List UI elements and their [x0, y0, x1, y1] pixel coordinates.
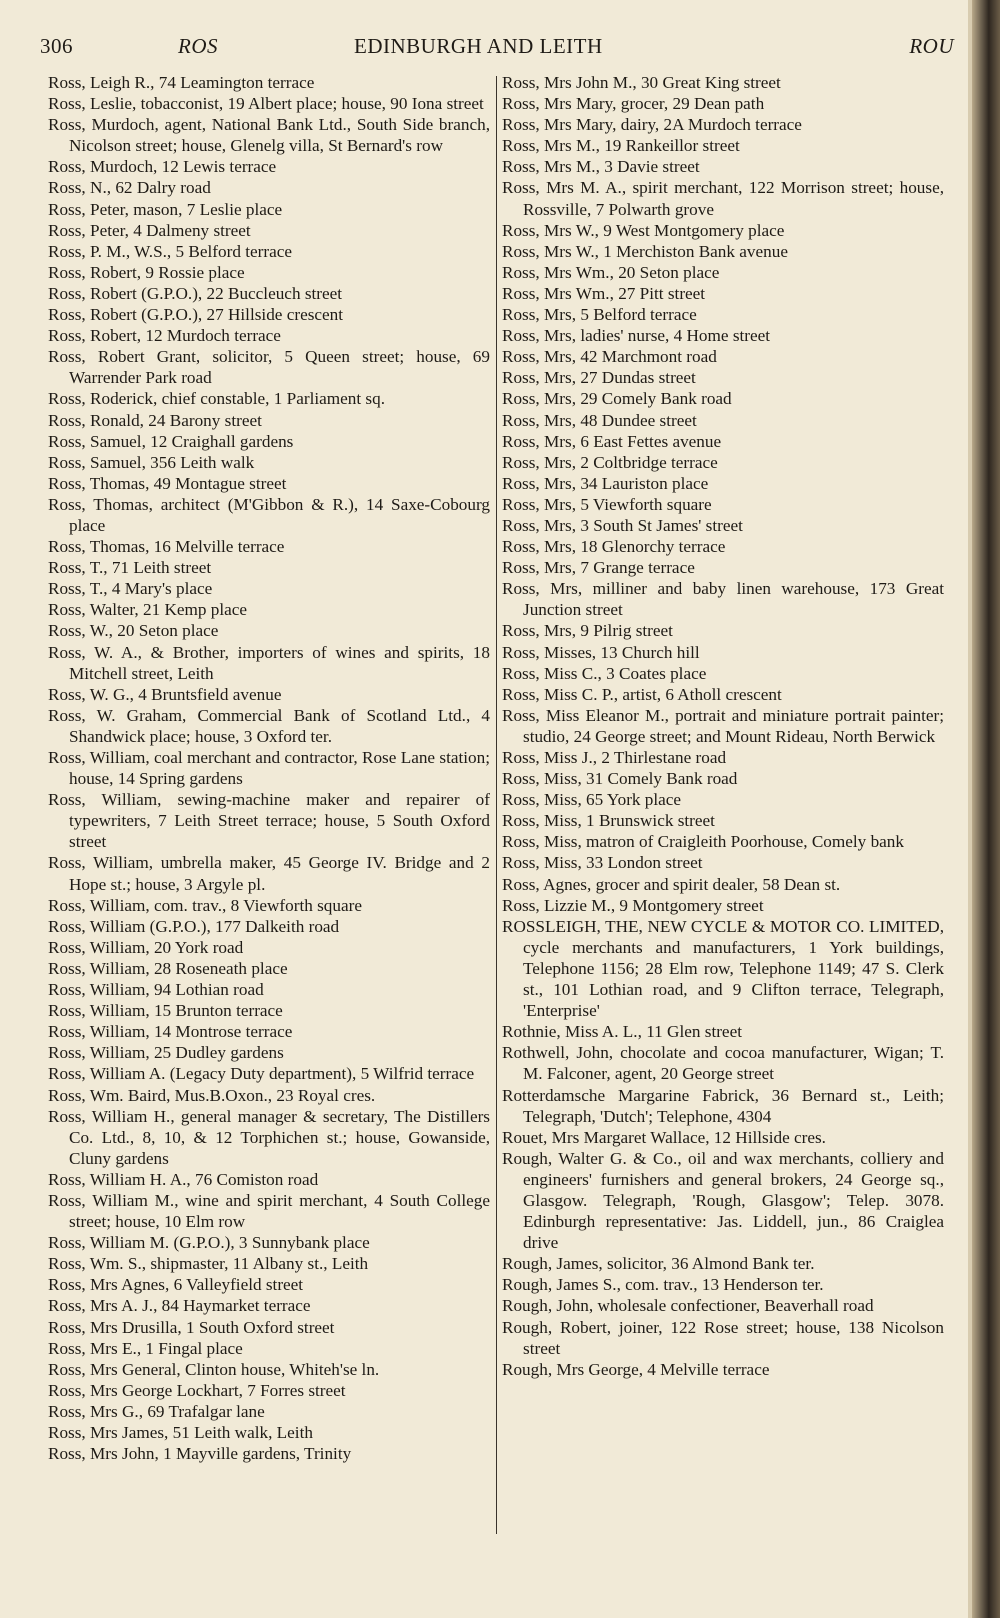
directory-entry: Ross, Miss, 31 Comely Bank road [502, 769, 738, 789]
directory-entry: Ross, Miss J., 2 Thirlestane road [502, 748, 727, 767]
directory-entry: Ross, Miss, 1 Brunswick street [502, 811, 715, 831]
directory-entry: Ross, Mrs James, 51 Leith walk, Leith [48, 1423, 313, 1442]
directory-entry: Ross, Peter, mason, 7 Leslie place [48, 199, 283, 219]
directory-entry: Ross, Thomas, 49 Montague street [48, 473, 287, 493]
directory-entry: Ross, Mrs, 27 Dundas street [502, 368, 696, 388]
directory-entry: Ross, Miss C. P., artist, 6 Atholl crescent [502, 684, 782, 704]
directory-entry: Ross, Thomas, 16 Melville terrace [48, 537, 285, 557]
directory-entry: Ross, William, sewing-machine maker and repairer of typewriters, 7 Leith Street terrace; house, 5 South Oxford street [48, 790, 490, 852]
directory-entry: Ross, Misses, 13 Church hill [502, 642, 700, 662]
directory-entry: Ross, William H. A., 76 Comiston road [48, 1169, 319, 1189]
directory-entry: Ross, Mrs M. A., spirit merchant, 122 Morrison street; house, Rossville, 7 Polwarth grove [502, 178, 944, 219]
directory-entry: Ross, Samuel, 12 Craighall gardens [48, 431, 294, 451]
directory-entry: Ross, W. A., & Brother, importers of wines and spirits, 18 Mitchell street, Leith [48, 642, 490, 683]
directory-entry: Ross, T., 4 Mary's place [48, 579, 213, 599]
directory-entry: Ross, William, 94 Lothian road [48, 980, 264, 1000]
directory-entry: Ross, William, umbrella maker, 45 George IV. Bridge and 2 Hope st.; house, 3 Argyle pl. [48, 853, 490, 894]
directory-entry: Ross, Mrs, 3 South St James' street [502, 515, 743, 535]
directory-entry: Ross, Mrs, 6 East Fettes avenue [502, 431, 722, 451]
directory-entry: Ross, Mrs Mary, grocer, 29 Dean path [502, 94, 765, 114]
directory-entry: Ross, William, 25 Dudley gardens [48, 1043, 284, 1063]
left-column [48, 72, 490, 1464]
directory-entry: Ross, William M. (G.P.O.), 3 Sunnybank place [48, 1233, 370, 1253]
directory-entry: ROSSLEIGH, THE, NEW CYCLE & MOTOR CO. LIMITED, cycle merchants and manufacturers, 1 York buildings, Telephone 1156; 28 Elm row, Telephone 1149; 47 S. Clerk st., 101 Lothian road, and 9 Clifton terrace, Telegraph, 'Enterprise' [502, 916, 944, 1021]
column-divider [496, 76, 497, 1534]
directory-entry: Ross, Mrs, 2 Coltbridge terrace [502, 452, 718, 472]
directory-entry: Ross, Murdoch, agent, National Bank Ltd., South Side branch, Nicolson street; house, Glenelg villa, St Bernard's row [48, 115, 490, 156]
directory-entry: Ross, Samuel, 356 Leith walk [48, 452, 255, 472]
directory-entry: Ross, W., 20 Seton place [48, 621, 219, 641]
directory-entry: Ross, T., 71 Leith street [48, 558, 212, 578]
directory-entry: Ross, Robert (G.P.O.), 27 Hillside crescent [48, 305, 344, 325]
directory-entry: Ross, William, com. trav., 8 Viewforth square [48, 895, 362, 915]
directory-entry: Ross, Mrs, 29 Comely Bank road [502, 389, 732, 409]
right-column [502, 72, 944, 1380]
directory-entry: Ross, Walter, 21 Kemp place [48, 600, 248, 620]
directory-entry: Rough, Walter G. & Co., oil and wax merchants, colliery and engineers' furnishers and general brokers, 24 George sq., Glasgow. Telegraph, 'Rough, Glasgow'; Telep. 3078. Edinburgh representative: Jas. Liddell, jun., 86 Craiglea drive [502, 1148, 944, 1253]
directory-entry: Ross, Thomas, architect (M'Gibbon & R.), 14 Saxe-Cobourg place [48, 494, 490, 535]
directory-entry: Ross, William, 14 Montrose terrace [48, 1022, 293, 1042]
directory-entry: Ross, William, 28 Roseneath place [48, 958, 288, 978]
directory-entry: Ross, Mrs, 18 Glenorchy terrace [502, 537, 726, 557]
directory-entry: Ross, Peter, 4 Dalmeny street [48, 220, 251, 240]
directory-entry: Ross, Ronald, 24 Barony street [48, 410, 262, 430]
directory-entry: Ross, Mrs G., 69 Trafalgar lane [48, 1401, 265, 1421]
directory-entry: Ross, Mrs Mary, dairy, 2A Murdoch terrace [502, 115, 802, 135]
directory-entry: Ross, Mrs A. J., 84 Haymarket terrace [48, 1296, 311, 1316]
directory-entry: Rough, James S., com. trav., 13 Henderson ter. [502, 1275, 824, 1295]
directory-entry: Ross, William, coal merchant and contractor, Rose Lane station; house, 14 Spring gardens [48, 748, 490, 789]
directory-entry: Ross, William H., general manager & secretary, The Distillers Co. Ltd., 8, 10, & 12 Torphichen st.; house, Gowanside, Cluny gardens [48, 1106, 490, 1168]
directory-entry: Ross, Mrs E., 1 Fingal place [48, 1338, 243, 1358]
directory-entry: Ross, Mrs John, 1 Mayville gardens, Trinity [48, 1444, 352, 1464]
directory-entry: Ross, Miss C., 3 Coates place [502, 663, 707, 683]
directory-entry: Rough, John, wholesale confectioner, Beaverhall road [502, 1296, 874, 1316]
directory-entry: Ross, Miss, 33 London street [502, 853, 703, 873]
directory-entry: Ross, Wm. Baird, Mus.B.Oxon., 23 Royal cres. [48, 1085, 376, 1105]
directory-entry: Ross, Mrs, 7 Grange terrace [502, 558, 695, 578]
directory-entry: Ross, Mrs W., 1 Merchiston Bank avenue [502, 241, 788, 261]
directory-entry: Ross, Mrs Wm., 20 Seton place [502, 262, 720, 282]
directory-entry: Ross, Miss, matron of Craigleith Poorhouse, Comely bank [502, 832, 904, 852]
directory-entry: Ross, Roderick, chief constable, 1 Parliament sq. [48, 389, 385, 409]
directory-entry: Ross, Mrs Wm., 27 Pitt street [502, 283, 706, 303]
page-header [40, 34, 954, 62]
directory-entry: Ross, Robert, 9 Rossie place [48, 262, 245, 282]
directory-entry: Ross, Mrs, 9 Pilrig street [502, 621, 673, 641]
directory-entry: Ross, Murdoch, 12 Lewis terrace [48, 157, 277, 177]
directory-entry: Ross, William (G.P.O.), 177 Dalkeith road [48, 916, 340, 936]
directory-entry: Ross, Mrs General, Clinton house, Whiteh'se ln. [48, 1359, 380, 1379]
directory-entry: Ross, Robert, 12 Murdoch terrace [48, 326, 281, 346]
directory-entry: Ross, Mrs George Lockhart, 7 Forres street [48, 1380, 346, 1400]
directory-entry: Rouet, Mrs Margaret Wallace, 12 Hillside cres. [502, 1127, 826, 1147]
directory-entry: Ross, Miss Eleanor M., portrait and miniature portrait painter; studio, 24 George street; and Mount Rideau, North Berwick [502, 705, 944, 746]
book-spine [972, 0, 1000, 1618]
directory-entry: Ross, Lizzie M., 9 Montgomery street [502, 895, 764, 915]
directory-entry: Ross, Mrs Agnes, 6 Valleyfield street [48, 1275, 304, 1295]
directory-entry: Ross, Leigh R., 74 Leamington terrace [48, 73, 315, 92]
page-number: 306 [40, 34, 73, 58]
right-guide-word: ROU [909, 34, 954, 58]
directory-entry: Ross, Mrs, 5 Belford terrace [502, 305, 697, 325]
directory-entry: Ross, Robert Grant, solicitor, 5 Queen street; house, 69 Warrender Park road [48, 347, 490, 388]
directory-entry: Ross, W. Graham, Commercial Bank of Scotland Ltd., 4 Shandwick place; house, 3 Oxford ter. [48, 705, 490, 746]
directory-entry: Ross, Miss, 65 York place [502, 790, 682, 810]
directory-entry: Ross, Mrs, 5 Viewforth square [502, 494, 712, 514]
directory-entry: Ross, Mrs John M., 30 Great King street [502, 73, 781, 92]
directory-entry: Rothnie, Miss A. L., 11 Glen street [502, 1022, 742, 1042]
directory-entry: Rough, James, solicitor, 36 Almond Bank ter. [502, 1254, 815, 1274]
directory-entry: Ross, Mrs, ladies' nurse, 4 Home street [502, 326, 771, 346]
running-title: EDINBURGH AND LEITH [354, 34, 603, 58]
directory-entry: Ross, Mrs M., 3 Davie street [502, 157, 700, 177]
directory-entry: Ross, Wm. S., shipmaster, 11 Albany st., Leith [48, 1254, 369, 1274]
directory-entry: Ross, William, 15 Brunton terrace [48, 1001, 283, 1021]
directory-entry: Ross, Mrs M., 19 Rankeillor street [502, 136, 740, 156]
directory-entry: Ross, William M., wine and spirit merchant, 4 South College street; house, 10 Elm row [48, 1190, 490, 1232]
directory-entry: Rotterdamsche Margarine Fabrick, 36 Bernard st., Leith; Telegraph, 'Dutch'; Telephone, 4304 [502, 1085, 944, 1126]
directory-entry: Ross, Mrs W., 9 West Montgomery place [502, 220, 785, 240]
directory-entry: Ross, William A. (Legacy Duty department), 5 Wilfrid terrace [48, 1064, 475, 1084]
directory-entry: Ross, W. G., 4 Bruntsfield avenue [48, 684, 282, 704]
directory-entry: Rough, Mrs George, 4 Melville terrace [502, 1359, 770, 1379]
directory-entry: Ross, N., 62 Dalry road [48, 178, 211, 198]
directory-entry: Ross, Mrs Drusilla, 1 South Oxford street [48, 1317, 335, 1337]
directory-entry: Ross, Mrs, 42 Marchmont road [502, 347, 717, 367]
left-guide-word: ROS [178, 34, 218, 58]
directory-entry: Rothwell, John, chocolate and cocoa manufacturer, Wigan; T. M. Falconer, agent, 20 George street [502, 1043, 944, 1084]
directory-entry: Ross, Mrs, milliner and baby linen warehouse, 173 Great Junction street [502, 579, 944, 620]
directory-entry: Ross, Leslie, tobacconist, 19 Albert place; house, 90 Iona street [48, 94, 484, 114]
directory-entry: Ross, Mrs, 34 Lauriston place [502, 473, 709, 493]
directory-entry: Rough, Robert, joiner, 122 Rose street; house, 138 Nicolson street [502, 1317, 944, 1358]
directory-entry: Ross, Mrs, 48 Dundee street [502, 410, 697, 430]
directory-entry: Ross, Agnes, grocer and spirit dealer, 58 Dean st. [502, 874, 841, 894]
directory-entry: Ross, P. M., W.S., 5 Belford terrace [48, 241, 292, 261]
directory-entry: Ross, Robert (G.P.O.), 22 Buccleuch street [48, 283, 343, 303]
directory-entry: Ross, William, 20 York road [48, 937, 244, 957]
